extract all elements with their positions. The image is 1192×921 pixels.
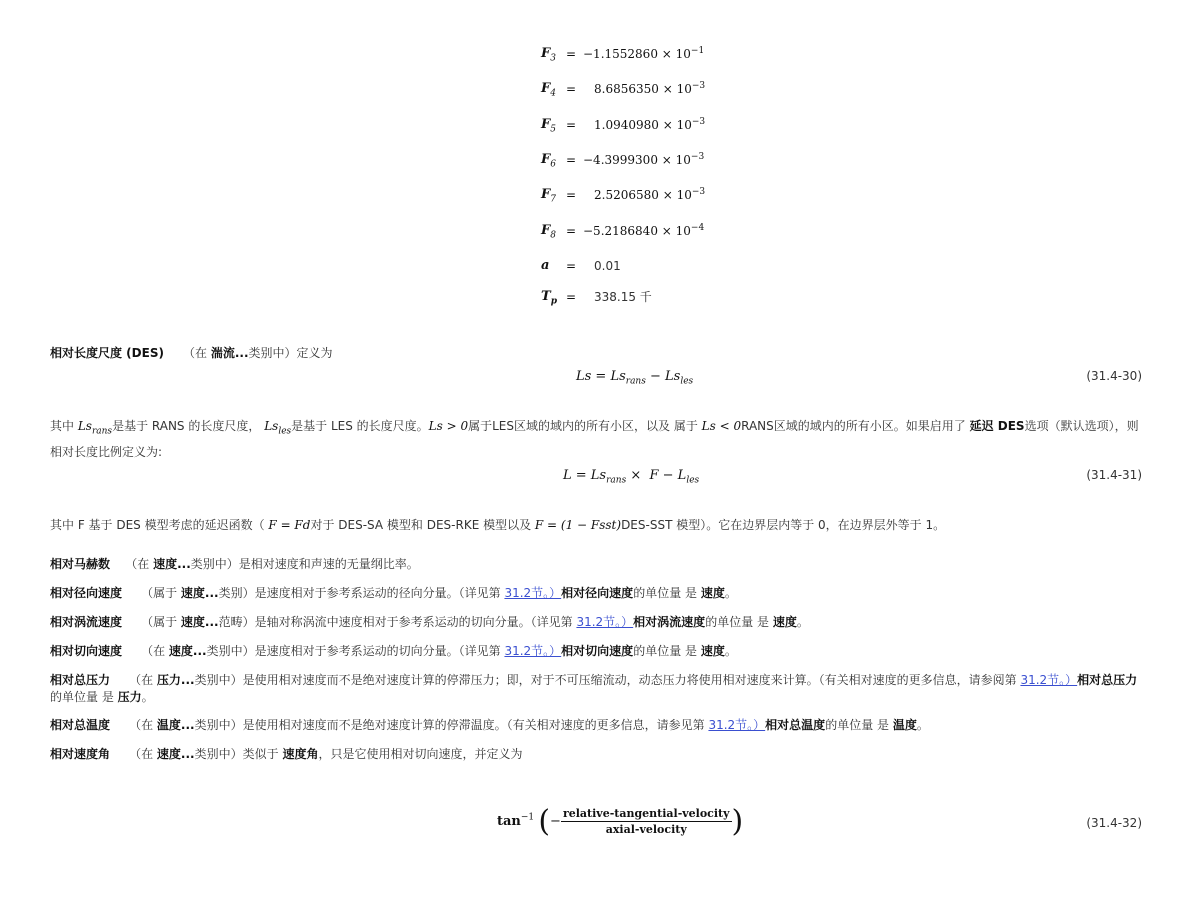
equation-31-4-30 [50,369,1142,391]
section-31-2-link[interactable]: 31.2节。） [576,615,634,629]
velocity-ratio-fraction: $\frac{\text{relative-tangential-velocity}}{\text{axial-velocity}}$ [562,807,730,836]
relative-radial-velocity-term: 相对径向速度 [50,586,123,600]
constant-tp-value: 338.15 千 [594,290,652,304]
constant-equals: = [565,47,577,61]
equation-31-4-31-formula: $L = Ls_{rans} \times F - L_{les}$ [563,468,700,486]
des-where-paragraph: 其中 $Ls_{rans}$是基于 RANS 的长度尺度， $Ls_{les}$是基于 LES 的长度尺度。Ls > 0属于LES区域的域内的所有小区，以及 属于 Ls < 0RANS区域的域内的所有小区。如果启用了 延迟 DES选项（默认选项），则相对长度比例定义为: [50,419,1139,459]
relative-total-temperature-definition: 相对总温度 （在 温度...类别中）是使用相对速度而不是绝对速度计算的停滞温度。（有关相对速度的更多信息，请参见第 31.2节。）相对总温度的单位量 是 温度。 [50,718,929,732]
constant-a-equals: = [565,259,577,273]
relative-mach-number-term: 相对马赫数 [50,557,111,571]
constant-name: $F_5$ [541,117,556,135]
constant-equals: = [565,82,577,96]
equation-31-4-32 [50,804,1142,844]
constant-value: $-4.3999300 \times 10^{-3}$ [583,152,705,167]
equation-31-4-31 [50,468,1142,490]
relative-swirl-velocity-definition: 相对涡流速度 （属于 速度...范畴）是轴对称涡流中速度相对于参考系运动的切向分量。（详见第 31.2节。）相对涡流速度的单位量 是 速度。 [50,615,809,629]
equation-31-4-30-formula: $Ls = Ls_{rans} - Ls_{les}$ [576,369,694,387]
section-31-2-link[interactable]: 31.2节。） [708,718,766,732]
constant-equals: = [565,224,577,238]
constant-tp-name: $T_p$ [541,289,557,307]
delayed-des-option: 延迟 DES [969,419,1025,433]
constant-name: $F_7$ [541,187,556,205]
constant-value: $-1.1552860 \times 10^{-1}$ [583,46,705,61]
constant-tp-equals: = [565,290,577,304]
constant-value: $2.5206580 \times 10^{-3}$ [594,187,706,202]
equation-31-4-31-number: (31.4-31) [1086,468,1142,482]
delay-function-paragraph: 其中 F 基于 DES 模型考虑的延迟函数（ F = Fd对于 DES-SA 模型和 DES-RKE 模型以及 F = (1 − Fsst)DES-SST 模型）。它在边界层内等于 0，在边界层外等于 1。 [50,518,946,532]
constant-name: $F_3$ [541,46,556,64]
relative-total-temperature-term: 相对总温度 [50,718,111,732]
relative-tangential-velocity-term: 相对切向速度 [50,644,123,658]
constant-value: $8.6856350 \times 10^{-3}$ [594,81,706,96]
relative-total-pressure-definition: 相对总压力 （在 压力...类别中）是使用相对速度而不是绝对速度计算的停滞压力；即，对于不可压缩流动，动态压力将使用相对速度来计算。（有关相对速度的更多信息，请参阅第 31.2节。）相对总压力的单位量 是 压力。 [50,673,1138,704]
relative-velocity-angle-term: 相对速度角 [50,747,111,761]
constant-name: $F_4$ [541,81,556,99]
relative-swirl-velocity-term: 相对涡流速度 [50,615,123,629]
des-term: 相对长度尺度 (DES) [50,346,164,360]
equation-31-4-30-number: (31.4-30) [1086,369,1142,383]
constant-value: $1.0940980 \times 10^{-3}$ [594,117,706,132]
constant-a-value: 0.01 [594,259,621,273]
constant-equals: = [565,153,577,167]
constant-name: $F_6$ [541,152,556,170]
constant-equals: = [565,188,577,202]
section-31-2-link[interactable]: 31.2节。） [504,644,562,658]
des-definition: 相对长度尺度 (DES) （在 湍流...类别中）定义为 [50,346,333,360]
equation-31-4-32-number: (31.4-32) [1086,816,1142,830]
relative-tangential-velocity-definition: 相对切向速度 （在 速度...类别中）是速度相对于参考系运动的切向分量。（详见第 31.2节。）相对切向速度的单位量 是 速度。 [50,644,737,658]
section-31-2-link[interactable]: 31.2节。） [1020,673,1078,687]
relative-total-pressure-term: 相对总压力 [50,673,111,687]
constant-a-name: a [541,258,550,273]
constant-value: $-5.2186840 \times 10^{-4}$ [583,223,705,238]
constant-name: $F_8$ [541,223,556,241]
relative-velocity-angle-definition: 相对速度角 （在 速度...类别中）类似于 速度角，只是它使用相对切向速度，并定义为 [50,747,523,761]
section-31-2-link[interactable]: 31.2节。） [504,586,562,600]
constant-equals: = [565,118,577,132]
equation-31-4-32-formula: $\tan^{-1}$ (− $\frac{\text{relative-tangential-velocity}}{\text{axial-velocity}}$ ) [497,804,744,839]
relative-radial-velocity-definition: 相对径向速度 （属于 速度...类别）是速度相对于参考系运动的径向分量。（详见第 31.2节。）相对径向速度的单位量 是 速度。 [50,586,737,600]
relative-mach-number-definition: 相对马赫数 （在 速度...类别中）是相对速度和声速的无量纲比率。 [50,557,419,571]
